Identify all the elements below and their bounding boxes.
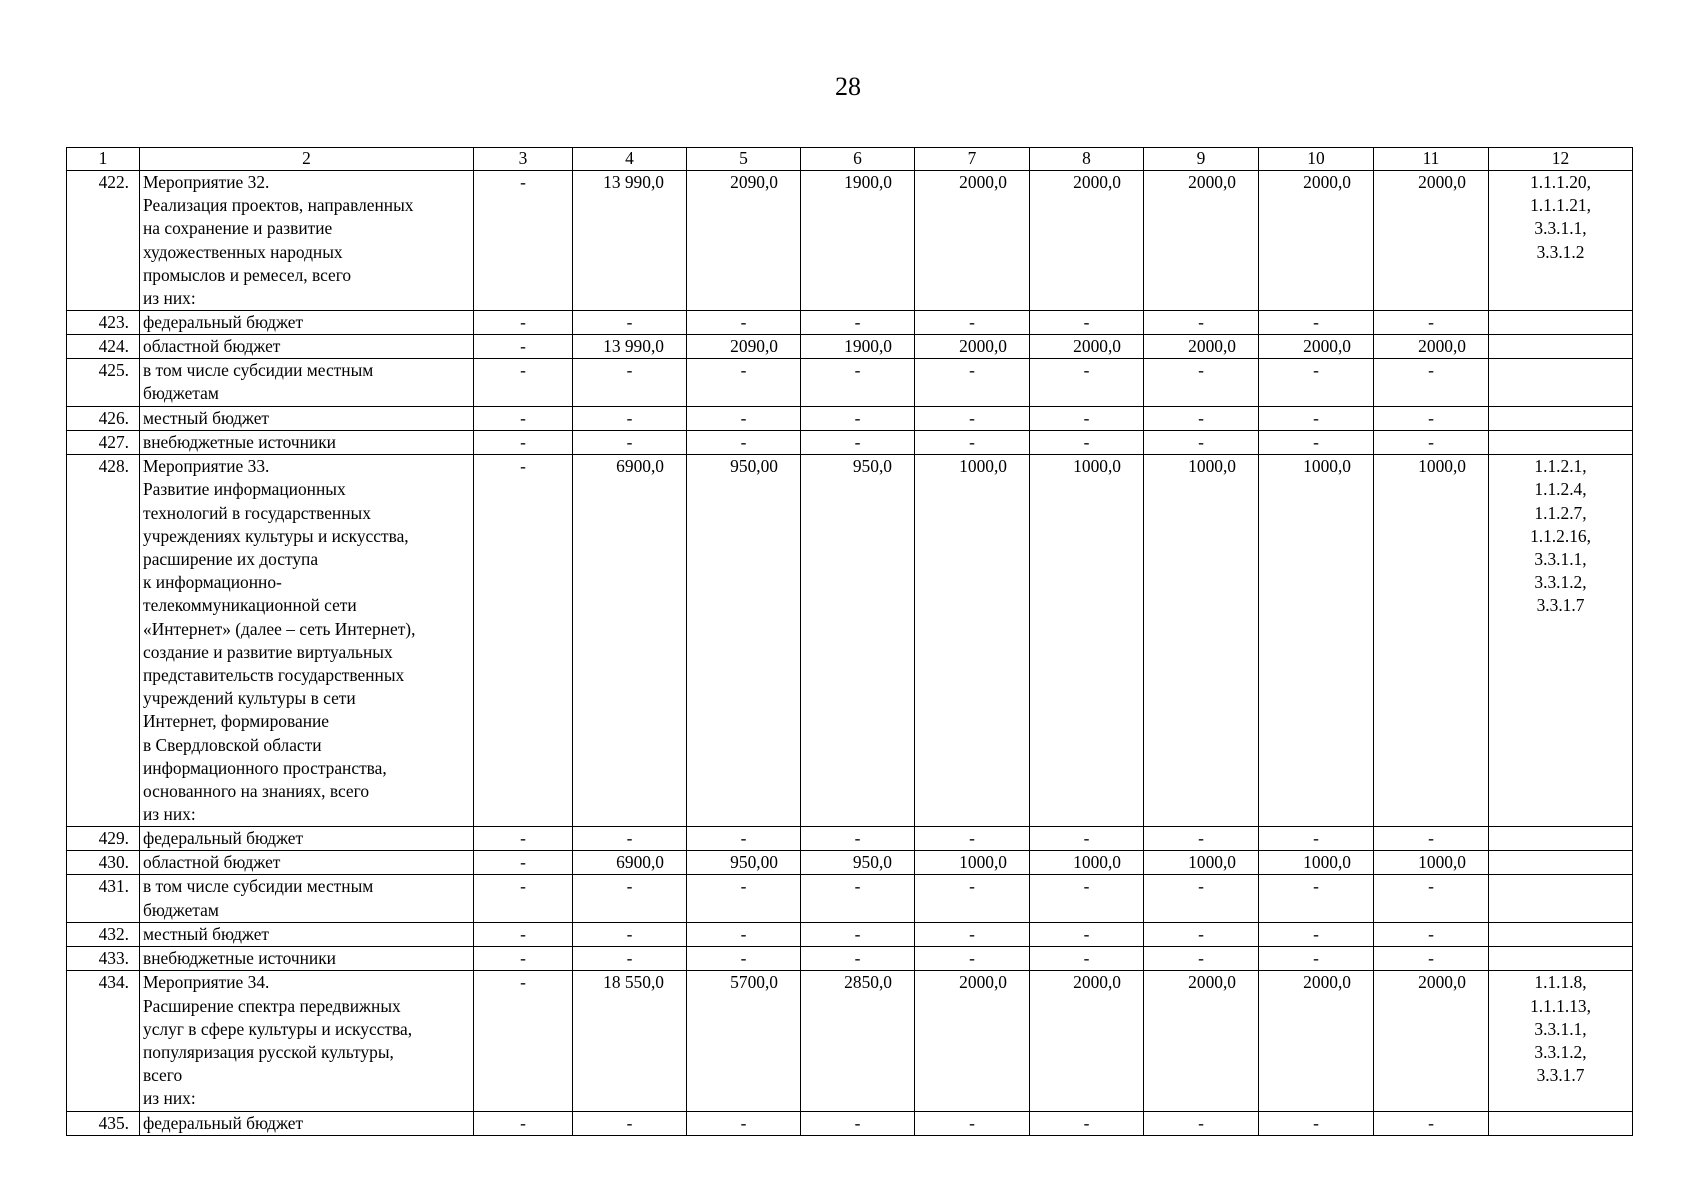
row-amount: 950,00 [687, 851, 801, 875]
row-amount: - [1259, 311, 1374, 335]
row-amount: - [1030, 1111, 1144, 1135]
row-description: внебюджетные источники [140, 431, 474, 455]
budget-table [66, 147, 1633, 1136]
row-amount: - [801, 923, 915, 947]
row-amount: 2000,0 [1374, 971, 1489, 1111]
row-amount: - [801, 359, 915, 407]
row-amount: - [573, 311, 687, 335]
row-target-refs [1489, 947, 1633, 971]
row-amount: 2000,0 [1259, 971, 1374, 1111]
row-amount: - [915, 875, 1030, 923]
row-amount: 1000,0 [1259, 455, 1374, 827]
row-amount: - [801, 875, 915, 923]
row-col3-value: - [474, 407, 573, 431]
column-number: 11 [1374, 148, 1489, 171]
row-number: 424. [67, 335, 140, 359]
row-description: федеральный бюджет [140, 311, 474, 335]
row-amount: - [1374, 875, 1489, 923]
row-amount: - [1374, 827, 1489, 851]
row-number: 434. [67, 971, 140, 1111]
row-number: 429. [67, 827, 140, 851]
row-amount: - [573, 827, 687, 851]
column-number: 3 [474, 148, 573, 171]
row-amount: 2090,0 [687, 171, 801, 311]
row-target-refs [1489, 407, 1633, 431]
table-row [67, 359, 1633, 407]
row-amount: - [1144, 875, 1259, 923]
row-amount: - [1144, 827, 1259, 851]
row-amount: 2000,0 [1030, 971, 1144, 1111]
row-amount: - [573, 1111, 687, 1135]
row-amount: - [1374, 311, 1489, 335]
column-number: 9 [1144, 148, 1259, 171]
row-amount: - [1030, 407, 1144, 431]
row-amount: 2850,0 [801, 971, 915, 1111]
row-number: 426. [67, 407, 140, 431]
row-amount: - [1030, 947, 1144, 971]
row-amount: 1900,0 [801, 171, 915, 311]
column-number: 5 [687, 148, 801, 171]
row-amount: - [1259, 827, 1374, 851]
row-col3-value: - [474, 923, 573, 947]
row-amount: - [687, 431, 801, 455]
table-row [67, 431, 1633, 455]
row-description: Мероприятие 32. Реализация проектов, направленных на сохранение и развитие художественных народных промыслов и ремесел, всего из них: [140, 171, 474, 311]
column-number: 8 [1030, 148, 1144, 171]
row-amount: - [1144, 1111, 1259, 1135]
column-number: 12 [1489, 148, 1633, 171]
row-amount: - [1144, 407, 1259, 431]
row-amount: - [801, 827, 915, 851]
row-amount: 1000,0 [915, 851, 1030, 875]
column-number: 7 [915, 148, 1030, 171]
column-number: 2 [140, 148, 474, 171]
row-amount: 13 990,0 [573, 171, 687, 311]
row-amount: - [573, 947, 687, 971]
row-amount: - [1144, 431, 1259, 455]
row-amount: 2000,0 [1374, 171, 1489, 311]
row-description: в том числе субсидии местным бюджетам [140, 875, 474, 923]
row-amount: 5700,0 [687, 971, 801, 1111]
row-amount: - [1259, 875, 1374, 923]
table-row [67, 335, 1633, 359]
row-col3-value: - [474, 335, 573, 359]
row-amount: - [801, 311, 915, 335]
row-amount: - [1259, 947, 1374, 971]
row-amount: 950,0 [801, 851, 915, 875]
row-number: 435. [67, 1111, 140, 1135]
table-row [67, 971, 1633, 1111]
row-target-refs [1489, 923, 1633, 947]
row-amount: - [1259, 1111, 1374, 1135]
row-amount: 6900,0 [573, 851, 687, 875]
row-target-refs: 1.1.1.8, 1.1.1.13, 3.3.1.1, 3.3.1.2, 3.3.1.7 [1489, 971, 1633, 1111]
row-amount: - [1374, 947, 1489, 971]
row-target-refs [1489, 311, 1633, 335]
table-body [67, 148, 1633, 1136]
row-amount: - [573, 359, 687, 407]
row-description: внебюджетные источники [140, 947, 474, 971]
row-number: 422. [67, 171, 140, 311]
row-amount: 2000,0 [1030, 335, 1144, 359]
row-amount: - [573, 875, 687, 923]
row-target-refs [1489, 431, 1633, 455]
row-amount: 2000,0 [1144, 335, 1259, 359]
row-amount: - [915, 827, 1030, 851]
row-amount: 6900,0 [573, 455, 687, 827]
row-amount: - [687, 311, 801, 335]
row-col3-value: - [474, 947, 573, 971]
row-description: Мероприятие 33. Развитие информационных технологий в государственных учреждениях культуры и искусства, расширение их доступа к информационно- телекоммуникационной сети «Интернет» (далее – сеть Интернет), создание и развитие виртуальных представительств государственных учреждений культуры в сети Интернет, формирование в Свердловской области информационного пространства, основанного на знаниях, всего из них: [140, 455, 474, 827]
row-amount: - [801, 407, 915, 431]
row-amount: - [687, 827, 801, 851]
row-amount: - [915, 947, 1030, 971]
row-number: 433. [67, 947, 140, 971]
row-description: Мероприятие 34. Расширение спектра передвижных услуг в сфере культуры и искусства, популяризация русской культуры, всего из них: [140, 971, 474, 1111]
row-amount: 1000,0 [1374, 851, 1489, 875]
column-number: 1 [67, 148, 140, 171]
row-amount: - [1144, 359, 1259, 407]
row-col3-value: - [474, 1111, 573, 1135]
row-amount: - [915, 431, 1030, 455]
row-amount: 2000,0 [915, 971, 1030, 1111]
row-description: местный бюджет [140, 923, 474, 947]
column-number-row [67, 148, 1633, 171]
table-row [67, 1111, 1633, 1135]
row-amount: 2000,0 [1030, 171, 1144, 311]
row-amount: 1000,0 [1030, 851, 1144, 875]
row-target-refs [1489, 827, 1633, 851]
row-col3-value: - [474, 455, 573, 827]
row-amount: 1000,0 [1144, 455, 1259, 827]
row-amount: 2000,0 [915, 335, 1030, 359]
row-amount: - [915, 359, 1030, 407]
row-amount: - [801, 431, 915, 455]
column-number: 6 [801, 148, 915, 171]
row-amount: - [1259, 923, 1374, 947]
row-description: федеральный бюджет [140, 827, 474, 851]
row-amount: 18 550,0 [573, 971, 687, 1111]
row-amount: 2000,0 [915, 171, 1030, 311]
table-row [67, 875, 1633, 923]
row-description: местный бюджет [140, 407, 474, 431]
row-amount: - [1030, 923, 1144, 947]
row-col3-value: - [474, 971, 573, 1111]
row-number: 431. [67, 875, 140, 923]
row-amount: - [801, 947, 915, 971]
table-row [67, 923, 1633, 947]
table-row [67, 171, 1633, 311]
row-target-refs [1489, 875, 1633, 923]
page-number-text: 28 [835, 72, 861, 101]
table-row [67, 311, 1633, 335]
row-amount: - [915, 923, 1030, 947]
row-amount: - [1030, 875, 1144, 923]
row-number: 432. [67, 923, 140, 947]
row-amount: 2000,0 [1259, 171, 1374, 311]
row-target-refs [1489, 851, 1633, 875]
column-number: 10 [1259, 148, 1374, 171]
row-amount: 950,0 [801, 455, 915, 827]
row-amount: - [1144, 947, 1259, 971]
row-amount: 2000,0 [1144, 171, 1259, 311]
row-amount: - [687, 923, 801, 947]
row-description: областной бюджет [140, 851, 474, 875]
row-number: 428. [67, 455, 140, 827]
row-amount: - [687, 359, 801, 407]
row-amount: - [1374, 923, 1489, 947]
column-number: 4 [573, 148, 687, 171]
page-number [0, 72, 1696, 102]
row-amount: - [1030, 431, 1144, 455]
row-col3-value: - [474, 827, 573, 851]
row-col3-value: - [474, 311, 573, 335]
row-target-refs [1489, 1111, 1633, 1135]
row-amount: - [1259, 359, 1374, 407]
row-amount: - [1030, 827, 1144, 851]
row-number: 425. [67, 359, 140, 407]
table-row [67, 827, 1633, 851]
row-amount: 1900,0 [801, 335, 915, 359]
row-description: в том числе субсидии местным бюджетам [140, 359, 474, 407]
row-amount: - [1374, 407, 1489, 431]
table-row [67, 455, 1633, 827]
row-amount: - [573, 407, 687, 431]
row-amount: - [1144, 923, 1259, 947]
row-amount: - [1374, 431, 1489, 455]
row-amount: - [573, 923, 687, 947]
row-amount: 13 990,0 [573, 335, 687, 359]
table-row [67, 407, 1633, 431]
row-number: 430. [67, 851, 140, 875]
row-number: 427. [67, 431, 140, 455]
row-col3-value: - [474, 851, 573, 875]
row-amount: 2090,0 [687, 335, 801, 359]
row-amount: - [1259, 431, 1374, 455]
row-amount: 1000,0 [915, 455, 1030, 827]
row-amount: - [1374, 359, 1489, 407]
row-amount: 1000,0 [1374, 455, 1489, 827]
row-amount: 1000,0 [1030, 455, 1144, 827]
row-col3-value: - [474, 359, 573, 407]
row-target-refs [1489, 335, 1633, 359]
row-description: федеральный бюджет [140, 1111, 474, 1135]
row-col3-value: - [474, 431, 573, 455]
row-target-refs: 1.1.2.1, 1.1.2.4, 1.1.2.7, 1.1.2.16, 3.3.1.1, 3.3.1.2, 3.3.1.7 [1489, 455, 1633, 827]
table-row [67, 851, 1633, 875]
row-amount: - [687, 875, 801, 923]
row-amount: - [687, 407, 801, 431]
row-amount: 2000,0 [1144, 971, 1259, 1111]
row-description: областной бюджет [140, 335, 474, 359]
row-amount: 2000,0 [1259, 335, 1374, 359]
row-col3-value: - [474, 875, 573, 923]
row-amount: 950,00 [687, 455, 801, 827]
row-target-refs: 1.1.1.20, 1.1.1.21, 3.3.1.1, 3.3.1.2 [1489, 171, 1633, 311]
row-amount: - [1030, 359, 1144, 407]
row-amount: 1000,0 [1259, 851, 1374, 875]
row-amount: - [1259, 407, 1374, 431]
row-col3-value: - [474, 171, 573, 311]
row-amount: - [1374, 1111, 1489, 1135]
row-amount: - [915, 407, 1030, 431]
row-amount: - [687, 1111, 801, 1135]
table-row [67, 947, 1633, 971]
row-amount: - [1144, 311, 1259, 335]
row-amount: - [573, 431, 687, 455]
row-amount: - [915, 311, 1030, 335]
row-amount: - [1030, 311, 1144, 335]
row-amount: 1000,0 [1144, 851, 1259, 875]
row-number: 423. [67, 311, 140, 335]
row-amount: 2000,0 [1374, 335, 1489, 359]
row-target-refs [1489, 359, 1633, 407]
row-amount: - [801, 1111, 915, 1135]
row-amount: - [915, 1111, 1030, 1135]
row-amount: - [687, 947, 801, 971]
